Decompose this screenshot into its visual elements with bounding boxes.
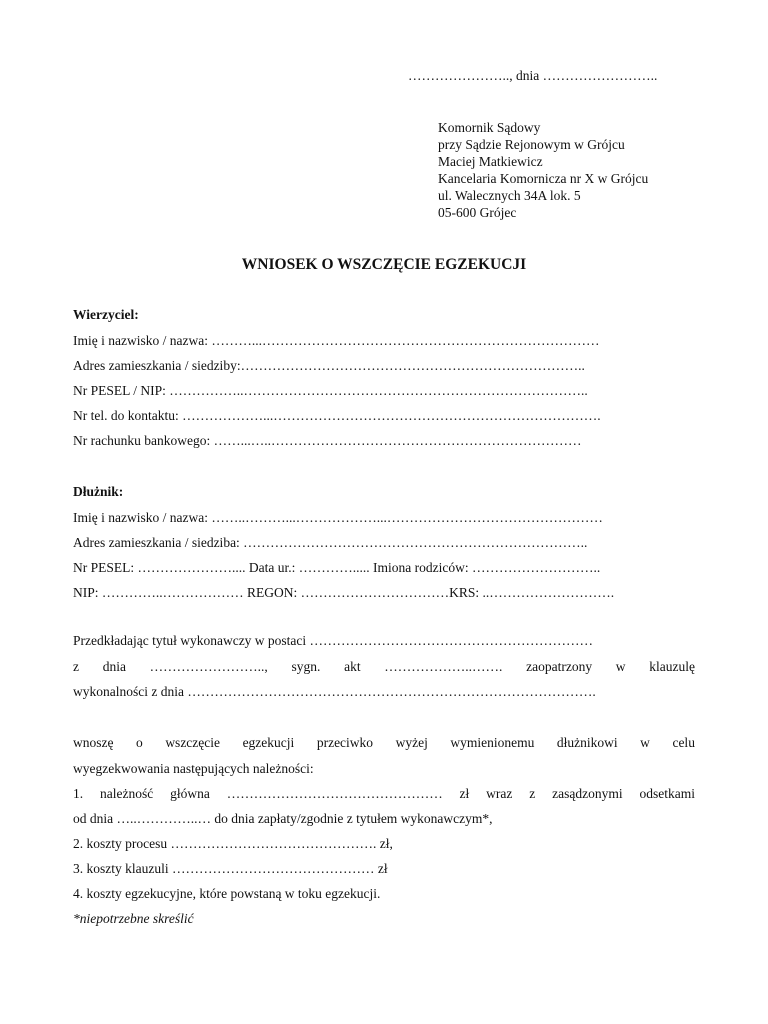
recipient-line: 05-600 Grójec	[438, 205, 517, 220]
item-clause-costs: 3. koszty klauzuli ……………………………………… zł	[73, 861, 388, 876]
item-principal-cont: od dnia …..…………..… do dnia zapłaty/zgodnie z tytułem wykonawczym*,	[73, 811, 493, 826]
word: odsetkami	[639, 786, 695, 801]
word: z	[529, 786, 536, 801]
word: w	[640, 735, 650, 750]
word: …………………………………………	[226, 786, 443, 801]
word: klauzulę	[649, 659, 695, 674]
item-enforcement-costs: 4. koszty egzekucyjne, które powstaną w toku egzekucji.	[73, 886, 381, 901]
creditor-address-line: Adres zamieszkania / siedziby:…………………………………………………………………..	[73, 358, 585, 373]
word: 1.	[73, 786, 84, 801]
word: wymienionemu	[450, 735, 535, 750]
enforceability-line: wykonalności z dnia ……………………………………………………………………………….	[73, 684, 596, 699]
word: główna	[170, 786, 210, 801]
word: wraz	[486, 786, 513, 801]
document-title: WNIOSEK O WSZCZĘCIE EGZEKUCJI	[241, 256, 527, 273]
word: celu	[672, 735, 695, 750]
request-line-2: wyegzekwowania następujących należności:	[73, 761, 314, 776]
word: ………………..…….	[384, 659, 503, 674]
item-process-costs: 2. koszty procesu ………………………………………. zł,	[73, 836, 393, 851]
recipient-line: Komornik Sądowy	[438, 120, 541, 135]
word: dnia	[102, 659, 126, 674]
word: wnoszę	[73, 735, 114, 750]
word: zł	[459, 786, 470, 801]
word: wszczęcie	[165, 735, 221, 750]
date-line: ………………….., dnia ……………………..	[408, 68, 658, 83]
recipient-line: Maciej Matkiewicz	[438, 154, 543, 169]
word: dłużnikowi	[556, 735, 618, 750]
word: wyżej	[395, 735, 428, 750]
word: ……………………..,	[149, 659, 268, 674]
creditor-bank-line: Nr rachunku bankowego: ……...…..……………………………………………………………	[73, 433, 582, 448]
creditor-phone-line: Nr tel. do kontaktu: ………………...……………………………………………………………….	[73, 408, 601, 423]
debtor-name-line: Imię i nazwisko / nazwa: ……..………...………………...…………………………………………	[73, 510, 603, 525]
creditor-heading: Wierzyciel:	[73, 307, 139, 322]
word: akt	[344, 659, 361, 674]
creditor-pesel-line: Nr PESEL / NIP: ……………..…………………………………………………………………..	[73, 383, 588, 398]
debtor-pesel-line: Nr PESEL: ………………….... Data ur.: …………..... Imiona rodziców: ………………………..	[73, 560, 601, 575]
request-line	[73, 735, 695, 751]
word: zaopatrzony	[526, 659, 593, 674]
word: przeciwko	[316, 735, 374, 750]
word: należność	[99, 786, 154, 801]
word: z	[73, 659, 79, 674]
title-of-enforcement-line: Przedkładając tytuł wykonawczy w postaci ………………………………………………………	[73, 633, 594, 648]
title-date-line	[73, 659, 695, 675]
recipient-line: przy Sądzie Rejonowym w Grójcu	[438, 137, 625, 152]
word: w	[615, 659, 626, 674]
recipient-address	[438, 119, 648, 221]
debtor-nip-line: NIP: …………..……………… REGON: ……………………………KRS: ..……………………….	[73, 585, 615, 600]
recipient-line: Kancelaria Komornicza nr X w Grójcu	[438, 171, 649, 186]
word: egzekucji	[242, 735, 295, 750]
recipient-line: ul. Walecznych 34A lok. 5	[438, 188, 581, 203]
debtor-heading: Dłużnik:	[73, 484, 124, 499]
debtor-address-line: Adres zamieszkania / siedziba: …………………………………………………………………..	[73, 535, 588, 550]
word: zasądzonymi	[552, 786, 623, 801]
footnote: *niepotrzebne skreślić	[73, 911, 194, 926]
item-principal-line	[73, 786, 695, 802]
word: sygn.	[291, 659, 321, 674]
word: o	[136, 735, 143, 750]
creditor-name-line: Imię i nazwisko / nazwa: ………...…………………………………………………………………	[73, 333, 600, 348]
